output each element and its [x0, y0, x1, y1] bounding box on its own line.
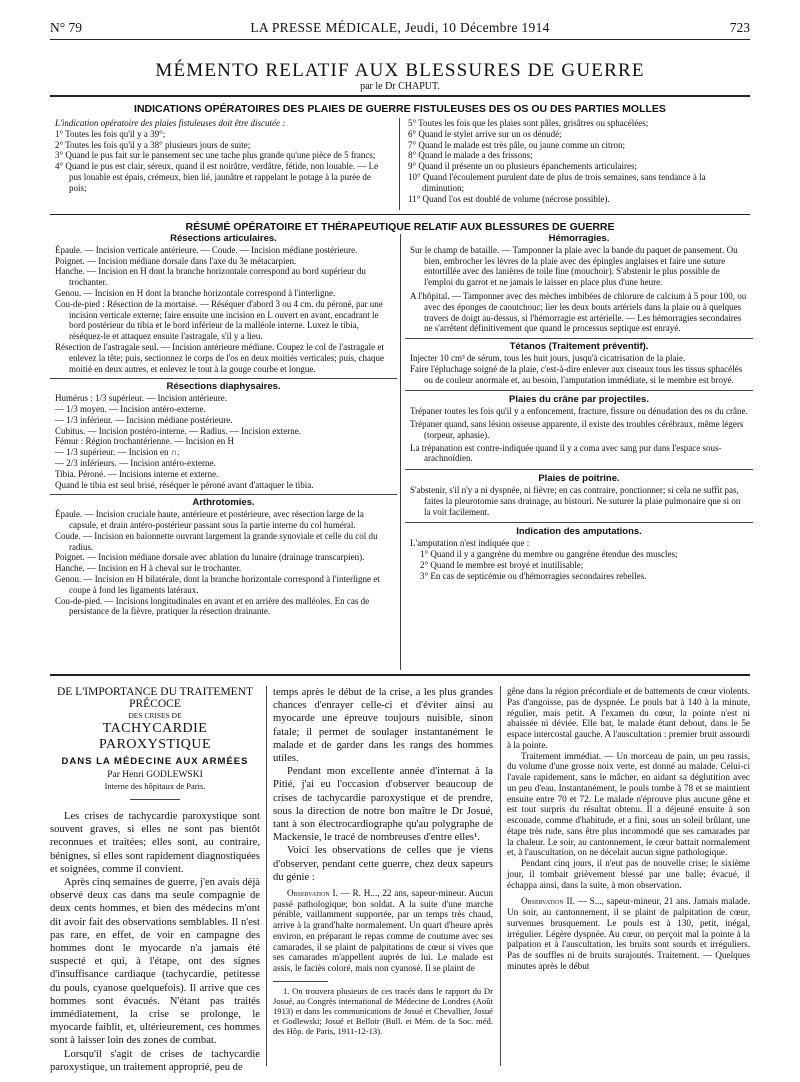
resume-item: Poignet. — Incision médiane dorsale avec ablation du lunaire (drainage transcarpien). — [55, 552, 365, 563]
indication-item: 6° Quand le stylet arrive sur un os dénudé; — [408, 128, 562, 139]
article-affiliation: Interne des hôpitaux de Paris. — [104, 781, 206, 791]
section-rule — [405, 522, 753, 523]
title-rule — [130, 799, 180, 800]
section-rule — [405, 469, 753, 470]
page-number: 723 — [729, 20, 750, 35]
indications-left — [55, 118, 390, 194]
resume-item: Genou. — Incision en H dont la branche horizontale correspond à l'interligne. — [55, 287, 336, 298]
issue-number: N° 79 — [50, 20, 83, 35]
article-col-1 — [50, 686, 260, 1074]
observation-label: Observation I. — [287, 888, 338, 899]
resume-item: La trépanation est contre-indiquée quand il y a coma avec sang pur dans l'espace sous-arachnoïdien. — [410, 442, 722, 464]
footnote: 1. On trouvera plusieurs de ces tracés dans le rapport du Dr Josué, au Congrès international de Médecine de Londres (Août 1913) et dans les communications de Josué et Chevallier, Josué et Godlewski; Josué et Belloir (Bull. et Mém. de la Soc. méd. des Hôp. de Paris, 1911-12-13). — [273, 985, 493, 1036]
resume-item: — 2/3 inférieurs. — Incision antéro-externe. — [55, 457, 216, 468]
section-rule — [50, 494, 397, 495]
paragraph: Traitement immédiat. — Un morceau de pain, un peu rassis, du volume d'une grosse noix verte, est donné au malade. Celui-ci l'avale rapidement, sans le mâcher, en aidant sa déglutition avec un peu d'eau. Instantanément, le pouls tombe à 78 et se maintient ensuite entre 70 et 72. Le malade n'éprouve plus aucune gêne et est tout surpris du résultat obtenu. Il a déjeuné ensuite à son escouade, comme d'habitude, et a fini, sous un soleil brûlant, une étape très rude, sans être plus incommodé que ses camarades par la chaleur. Le soir, au cantonnement, le cœur battait normalement et, à l'auscultation, on ne décelait aucun signe pathologique. — [507, 750, 750, 858]
resume-item: A l'hôpital. — Tamponner avec des mèches imbibées de chlorure de calcium à 5 pour 100, ou avec des éponges de caoutchouc; lier les deux bouts artériels dans la plaie ou à quelques travers de doigt au-dessus, si l'hémorragie est artérielle. — Les hémorragies secondaires ne s'arrêtent définitivement que quand le processus septique est enrayé. — [410, 290, 747, 334]
footnote-rule — [273, 981, 328, 982]
resume-item: Genou. — Incision en H bilatérale, dont la branche horizontale correspond à l'interligne et coupe à fond les ligaments latéraux. — [55, 573, 380, 595]
resume-item: Résection de l'astragale seul. — Incision antérieure médiane. Coupez le col de l'astragale et enlevez la tête; puis, sectionnez le corps de l'os en deux moitiés verticales; puis, chaque moitié en deux autres, et enlevez le tout à la gouge courbe et longue. — [55, 341, 385, 374]
resume-item: — 1/3 inférieur. — Incision médiane postérieure. — [55, 414, 233, 425]
indication-item: 8° Quand le malade a des frissons; — [408, 150, 533, 161]
column-divider — [500, 686, 501, 1066]
crane-title: Plaies du crâne par projectiles. — [509, 394, 649, 406]
resume-item: 3° En cas de septicémie ou d'hémorragies secondaires rebelles. — [420, 570, 647, 581]
paragraph: Voici les observations de celles que je viens d'observer, pendant cette guerre, chez deux sapeurs du génie : — [273, 845, 493, 883]
resume-item: Épaule. — Incision cruciale haute, antérieure et postérieure, avec résection large de la capsule, et drain antéro-postérieur passant sous la partie interne du col huméral. — [55, 509, 364, 530]
resume-item: Cubitus. — Incision postéro-interne. — Radius. — Incision externe. — [55, 425, 301, 436]
observation-text: — R. H..., 22 ans, sapeur-mineur. Aucun passé pathologique; bon soldat. A la suite d'une marche pénible, vaillamment supportée, par un temps très chaud, arrive à la grand'halte normalement. Un quart d'heure après environ, en préparant le repas comme de coutume avec ses camarades, il se plaint de palpitations de cœur si vives que ses camarades m'appellent auprès de lui. Le malade est assis, le faciès coloré, mais non cyanosé. Il se plaint de — [273, 888, 493, 973]
article-body — [50, 810, 260, 1074]
paragraph: Pendant mon excellente année d'internat à la Pitié, j'ai eu l'occasion d'observer beaucoup de crises de tachycardie paroxystique et de prendre, sous la direction de notre bon maître le Dr Josué, tant à son électrocardiographe qu'au polygraphe de Mackensie, le tracé de nombreuses d'entre elles¹. — [273, 766, 493, 844]
hemorragies-title: Hémorragies. — [548, 233, 610, 244]
resume-item: Cou-de-pied : Résection de la mortaise. — Réséquer d'abord 3 ou 4 cm. du péroné, par une incision verticale externe; faire ensuite une incision en L ouvert en avant, encadrant le bord postérieur du tibia et le bord inférieur de la malléole interne. Luxez le tibia, réséquez-le et attaquez ensuite l'astragale, s'il y a lieu. — [55, 298, 383, 342]
article-col-2 — [273, 686, 493, 1036]
resume-item: Hanche. — Incision en H dont la branche horizontale correspond au bord supérieur du trochanter. — [55, 266, 366, 288]
resume-title: RÉSUMÉ OPÉRATOIRE ET THÉRAPEUTIQUE RELATIF AUX BLESSURES DE GUERRE — [185, 221, 615, 233]
paragraph: Lorsqu'il s'agit de crises de tachycardie paroxystique, un traitement approprié, peu de — [50, 1048, 260, 1073]
indication-item: 1° Toutes les fois qu'il y a 39°; — [55, 128, 166, 139]
article-title-3: TACHYCARDIE PAROXYSTIQUE — [98, 721, 212, 752]
resume-item: Hanche. — Incision en H à cheval sur le trochanter. — [55, 563, 242, 574]
observation-1-continued — [507, 686, 750, 890]
paragraph: Pendant cinq jours, il n'eut pas de nouvelle crise; le sixième jour, il tombait grièvement blessé par une balle; évacué, il échappa ainsi, dans la suite, à mon observation. — [507, 858, 750, 890]
observation-1 — [273, 888, 493, 974]
observation-2 — [507, 896, 750, 971]
resume-item: 2° Quand le membre est broyé et inutilisable; — [420, 559, 584, 570]
indication-item: 2° Toutes les fois qu'il y a 38° plusieurs jours de suite; — [55, 139, 251, 150]
resume-item: — 1/3 moyen. — Incision antéro-externe. — [55, 403, 206, 414]
observation-text: — S..., sapeur-mineur, 21 ans. Jamais malade. Un soir, au cantonnement, il se plaint de palpitation de cœur, survenues brusquement. Le pouls est à 130, petit, inégal, irrégulier. Légère dyspnée. Au cœur, on perçoit mal la pointe à la palpation et à l'auscultation, les bruits sont sourds et irréguliers. Pas de souffles ni de bruits surajoutés. Traitement. — Quelques minutes après le début — [507, 896, 750, 971]
paragraph: Après cinq semaines de guerre, j'en avais déjà observé deux cas dans ma seule compagnie de deux cents hommes, et bien des médecins m'ont dit avoir fait des observations semblables. Il n'est pas rare, en effet, de voir en campagne des hommes dont le myocarde n'a jamais été suspecté et qui, à l'étape, ont des signes d'insuffisance cardiaque (tachycardie, petitesse du pouls, cyanose quelquefois). Il arrive que ces hommes sont évacués. N'étant pas traités immédiatement, la crise se prolonge, le myocarde faiblit, et, ultérieurement, ces hommes sont à laisser loin des zones de combat. — [50, 877, 260, 1047]
resume-item: Trépaner toutes les fois qu'il y a enfoncement, fracture, fissure ou dénudation des os du crâne. — [410, 406, 748, 417]
resume-item: Tibia. Péroné. — Incisions interne et externe. — [55, 468, 219, 479]
memento-title: MÉMENTO RELATIF AUX BLESSURES DE GUERRE — [155, 60, 645, 81]
resume-item: Trépaner quand, sans lésion osseuse apparente, il existe des troubles cérébraux, même légers (torpeur, aphasie). — [410, 418, 744, 440]
amputations-title: Indication des amputations. — [516, 526, 642, 538]
resume-right — [410, 234, 748, 581]
resections-diaphysaires-title: Résections diaphysaires. — [166, 381, 281, 393]
poitrine-title: Plaies de poitrine. — [538, 473, 620, 485]
article-title-4: DANS LA MÉDECINE AUX ARMÉES — [61, 756, 249, 767]
paragraph: gêne dans la région précordiale et de battements de cœur violents. Pas d'angoisse, pas de dyspnée. Le pouls bat à 140 à la minute, régulier, mais petit. A l'examen du cœur, la pointe n'est ni abaissée ni déviée. Elle bat, le malade étant debout, dans le 5e espace intercostal gauche. A l'auscultation : premier bruit assourdi à la pointe. — [507, 686, 750, 750]
memento-author: par le Dr CHAPUT. — [360, 81, 440, 92]
resume-item: — 1/3 supérieur. — Incision en ∩. — [55, 447, 180, 458]
resume-item: Poignet. — Incision médiane dorsale dans l'axe du 3e métacarpien. — [55, 255, 297, 266]
resume-item: Épaule. — Incision verticale antérieure. — Coude. — Incision médiane postérieure. — [55, 244, 358, 255]
indication-item: 7° Quand le malade est très pâle, ou jaune comme un citron; — [408, 139, 626, 150]
resections-articulaires-title: Résections articulaires. — [170, 233, 277, 244]
article-title-1: DE L'IMPORTANCE DU TRAITEMENT PRÉCOCE — [56, 686, 254, 710]
article-rule — [50, 674, 750, 676]
resume-item: Faire l'épluchage soigné de la plaie, c'est-à-dire enlever aux ciseaux tous les tissus sphacélés ou de couleur anormale et, au besoin, l'amputation immédiate, si le membre est broyé. — [410, 363, 743, 385]
article-body — [273, 686, 493, 884]
running-header — [50, 20, 750, 40]
indication-item: 10° Quand l'écoulement purulent date de plus de trois semaines, sans tendance à la diminution; — [408, 171, 706, 193]
indication-item: 5° Toutes les fois que les plaies sont pâles, grisâtres ou sphacélées; — [408, 118, 649, 128]
resume-item: S'abstenir, s'il n'y a ni dyspnée, ni fièvre; en cas contraire, ponctionner; si cela ne suffit pas, faites la pleurotomie sans drainage, au bistouri. Ne suturer la plaie pulmonaire que si on la voit facilement. — [410, 484, 741, 517]
resume-item: Humérus : 1/3 supérieur. — Incision antérieure. — [55, 393, 227, 404]
indication-item: 11° Quand l'os est doublé de volume (nécrose possible). — [408, 193, 610, 204]
article-title-2: DES CRISES DE — [128, 711, 182, 720]
header-rule — [50, 39, 750, 40]
section-rule — [405, 390, 753, 391]
resume-item: Injecter 10 cm³ de sérum, tous les huit jours, jusqu'à cicatrisation de la plaie. — [410, 352, 686, 363]
arthrotomies-title: Arthrotomies. — [192, 497, 255, 509]
column-divider — [266, 686, 267, 1066]
indications-title: INDICATIONS OPÉRATOIRES DES PLAIES DE GUERRE FISTULEUSES DES OS OU DES PARTIES MOLLES — [134, 103, 666, 115]
amputations-intro: L'amputation n'est indiquée que : — [410, 538, 530, 549]
article-col-3 — [507, 686, 750, 972]
indications-rule — [50, 214, 750, 215]
resume-left — [55, 234, 392, 617]
indications-intro: L'indication opératoire des plaies fistuleuses doit être discutée : — [55, 118, 286, 128]
indications-divider — [399, 118, 400, 210]
indication-item: 4° Quand le pus est clair, séreux, quand il est noirâtre, verdâtre, fétide, non louable. — Le pus louable est épais, crémeux, bien lié, jaunâtre et rappelant le potage à la purée de pois; — [55, 161, 379, 193]
resume-item: Fémur : Région trochantérienne. — Incision en H — [55, 436, 234, 447]
indication-item: 3° Quand le pus fait sur le pansement sec une tache plus grande qu'une pièce de 5 francs; — [55, 150, 376, 161]
resume-item: Coude. — Incision en baïonnette ouvrant largement la grande synoviale et celle du col du radius. — [55, 530, 378, 552]
memento-rule — [50, 95, 750, 97]
journal-title: LA PRESSE MÉDICALE, Jeudi, 10 Décembre 1914 — [250, 20, 550, 35]
section-rule — [50, 378, 397, 379]
resume-divider — [400, 234, 401, 670]
resume-item: Sur le champ de bataille. — Tamponner la plaie avec la bande du paquet de pansement. Ou bien, embrocher les lèvres de la plaie avec des épingles anglaises et faire une suture entortillée avec des lanières de toile fine (mouchoir). S'abstenir le plus possible de l'emploi du garrot et ne jamais le laisser en place plus d'une heure. — [410, 244, 738, 288]
indications-right — [408, 118, 746, 204]
resume-item: Quand le tibia est seul brisé, réséquer le péroné avant d'attaquer le tibia. — [55, 479, 314, 490]
resume-item: Cou-de-pied. — Incisions longitudinales en avant et en arrière des malléoles. En cas de persistance de la fièvre, pratiquer la résection drainante. — [55, 595, 370, 617]
section-rule — [405, 338, 753, 339]
tetanos-title: Tétanos (Traitement préventif). — [509, 341, 649, 353]
observation-label: Observation II. — [521, 896, 575, 907]
resume-item: 1° Quand il y a gangrène du membre ou gangrène étendue des muscles; — [420, 548, 678, 559]
paragraph: Les crises de tachycardie paroxystique sont souvent graves, si elles ne sont pas bientôt reconnues et traitées; elles sont, au contraire, bénignes, si elles sont rapidement diagnostiquées et soignées, comme il convient. — [50, 811, 260, 875]
indication-item: 9° Quand il présente un ou plusieurs épanchements articulaires; — [408, 161, 638, 172]
paragraph: temps après le début de la crise, a les plus grandes chances d'enrayer celle-ci et d'éviter ainsi au myocarde une épreuve toujours nuisible, sinon fatale; il permet de soulager instantanément le malade et de garder dans les rangs des hommes utiles. — [273, 687, 493, 765]
article-author: Par Henri GODLEWSKI — [107, 770, 203, 780]
